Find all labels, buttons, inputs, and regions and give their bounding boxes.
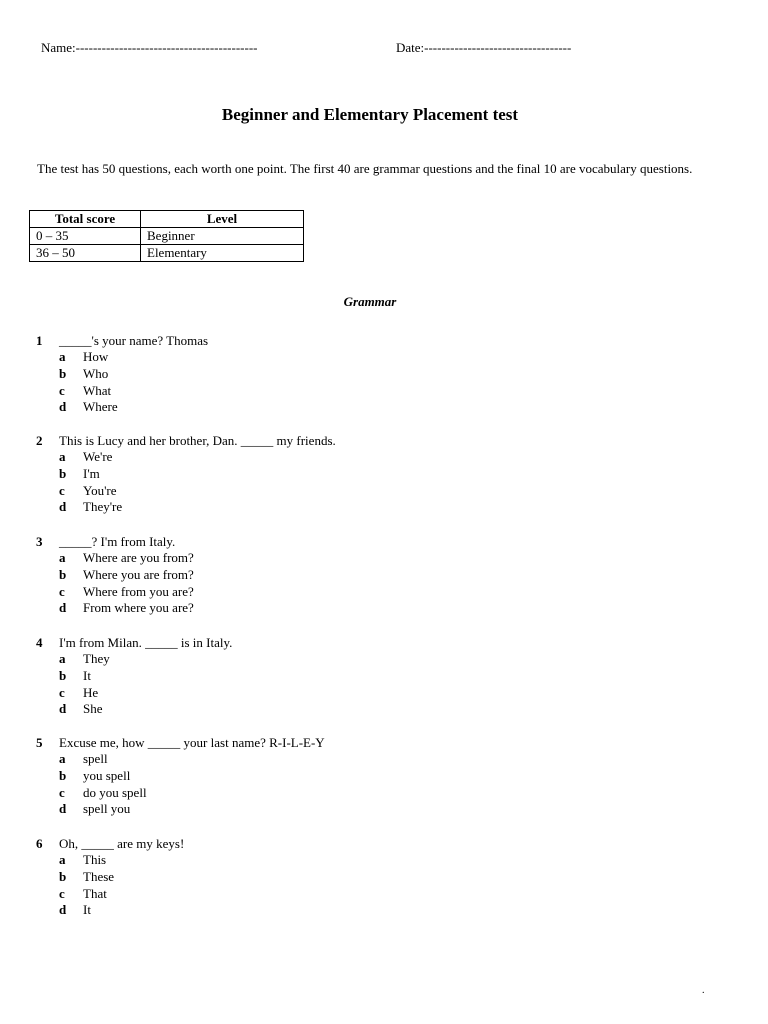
option-d bbox=[36, 399, 716, 416]
question-2 bbox=[36, 432, 716, 516]
option-text: How bbox=[83, 349, 109, 364]
question-stem bbox=[36, 432, 716, 449]
score-table bbox=[29, 210, 304, 262]
option-letter: a bbox=[59, 852, 66, 867]
option-a bbox=[36, 449, 716, 466]
question-text: _____'s your name? Thomas bbox=[59, 333, 209, 348]
table-row bbox=[30, 245, 304, 262]
question-5 bbox=[36, 734, 716, 818]
score-range-cell: 0 – 35 bbox=[30, 228, 141, 245]
option-b bbox=[36, 668, 716, 685]
question-stem bbox=[36, 734, 716, 751]
option-d bbox=[36, 701, 716, 718]
option-c bbox=[36, 785, 716, 802]
option-text: They're bbox=[83, 499, 123, 515]
footer-mark: . bbox=[702, 985, 705, 996]
option-text: I'm bbox=[83, 465, 100, 481]
option-b bbox=[36, 567, 716, 584]
option-letter: b bbox=[59, 465, 67, 481]
question-stem bbox=[36, 332, 716, 349]
option-letter: d bbox=[59, 499, 67, 515]
question-number: 2 bbox=[36, 433, 43, 448]
option-letter: c bbox=[59, 382, 65, 398]
question-number: 4 bbox=[36, 635, 43, 650]
score-table-header-level: Level bbox=[141, 211, 304, 228]
option-letter: c bbox=[59, 583, 65, 599]
question-6 bbox=[36, 835, 716, 919]
option-text: This bbox=[83, 852, 107, 867]
option-d bbox=[36, 600, 716, 617]
question-stem bbox=[36, 835, 716, 852]
score-table-header-total: Total score bbox=[30, 211, 141, 228]
question-text: _____? I'm from Italy. bbox=[59, 534, 176, 549]
page-title: Beginner and Elementary Placement test bbox=[221, 105, 519, 124]
question-text: I'm from Milan. _____ is in Italy. bbox=[59, 635, 233, 650]
option-letter: d bbox=[59, 701, 67, 717]
option-letter: d bbox=[59, 902, 67, 918]
question-number: 3 bbox=[36, 534, 43, 549]
question-4 bbox=[36, 634, 716, 718]
option-letter: c bbox=[59, 885, 65, 901]
level-cell: Beginner bbox=[141, 228, 304, 245]
date-field-label: Date:---------------------------------- bbox=[396, 40, 572, 55]
question-text: This is Lucy and her brother, Dan. _____ my friends. bbox=[59, 433, 336, 448]
option-text: spell bbox=[83, 751, 108, 766]
option-text: What bbox=[83, 382, 112, 398]
option-letter: d bbox=[59, 801, 67, 817]
option-letter: b bbox=[59, 868, 67, 884]
question-3 bbox=[36, 533, 716, 617]
option-letter: a bbox=[59, 449, 66, 464]
option-letter: a bbox=[59, 349, 66, 364]
question-stem bbox=[36, 533, 716, 550]
section-title-grammar: Grammar bbox=[343, 294, 397, 309]
option-letter: b bbox=[59, 667, 67, 683]
option-text: Where are you from? bbox=[83, 550, 194, 565]
question-number: 5 bbox=[36, 735, 43, 750]
option-letter: c bbox=[59, 482, 65, 498]
option-text: you spell bbox=[83, 767, 131, 783]
table-row bbox=[30, 228, 304, 245]
score-range-cell: 36 – 50 bbox=[30, 245, 141, 262]
option-a bbox=[36, 751, 716, 768]
option-d bbox=[36, 801, 716, 818]
option-text: He bbox=[83, 684, 99, 700]
question-number: 1 bbox=[36, 333, 43, 348]
option-text: That bbox=[83, 885, 107, 901]
question-number: 6 bbox=[36, 836, 43, 851]
option-a bbox=[36, 852, 716, 869]
option-letter: d bbox=[59, 399, 67, 415]
option-letter: c bbox=[59, 684, 65, 700]
option-text: Where you are from? bbox=[83, 566, 194, 582]
option-text: She bbox=[83, 701, 103, 717]
option-text: Where from you are? bbox=[83, 583, 194, 599]
option-letter: d bbox=[59, 600, 67, 616]
option-letter: b bbox=[59, 566, 67, 582]
option-letter: a bbox=[59, 550, 66, 565]
option-a bbox=[36, 550, 716, 567]
question-1 bbox=[36, 332, 716, 416]
option-text: These bbox=[83, 868, 115, 884]
option-letter: a bbox=[59, 751, 66, 766]
option-text: Where bbox=[83, 399, 118, 415]
option-a bbox=[36, 651, 716, 668]
option-text: spell you bbox=[83, 801, 131, 817]
option-d bbox=[36, 499, 716, 516]
option-letter: b bbox=[59, 365, 67, 381]
question-text: Excuse me, how _____ your last name? R-I-L-E-Y bbox=[59, 735, 325, 750]
option-text: They bbox=[83, 651, 110, 666]
option-b bbox=[36, 366, 716, 383]
option-c bbox=[36, 584, 716, 601]
score-table-header-row bbox=[30, 211, 304, 228]
option-text: It bbox=[83, 902, 91, 918]
level-cell: Elementary bbox=[141, 245, 304, 262]
option-text: You're bbox=[83, 482, 117, 498]
option-b bbox=[36, 869, 716, 886]
question-stem bbox=[36, 634, 716, 651]
option-text: From where you are? bbox=[83, 600, 194, 616]
option-c bbox=[36, 483, 716, 500]
option-letter: c bbox=[59, 784, 65, 800]
option-b bbox=[36, 768, 716, 785]
option-d bbox=[36, 902, 716, 919]
option-letter: a bbox=[59, 651, 66, 666]
option-text: It bbox=[83, 667, 91, 683]
option-text: do you spell bbox=[83, 784, 147, 800]
option-a bbox=[36, 349, 716, 366]
option-text: We're bbox=[83, 449, 113, 464]
option-c bbox=[36, 886, 716, 903]
option-text: Who bbox=[83, 365, 109, 381]
option-c bbox=[36, 685, 716, 702]
option-letter: b bbox=[59, 767, 67, 783]
option-c bbox=[36, 383, 716, 400]
intro-paragraph: The test has 50 questions, each worth one point. The first 40 are grammar questions and the final 10 are vocabulary questions. bbox=[37, 161, 693, 176]
question-text: Oh, _____ are my keys! bbox=[59, 836, 185, 851]
option-b bbox=[36, 466, 716, 483]
name-field-label: Name:------------------------------------------ bbox=[41, 40, 258, 55]
